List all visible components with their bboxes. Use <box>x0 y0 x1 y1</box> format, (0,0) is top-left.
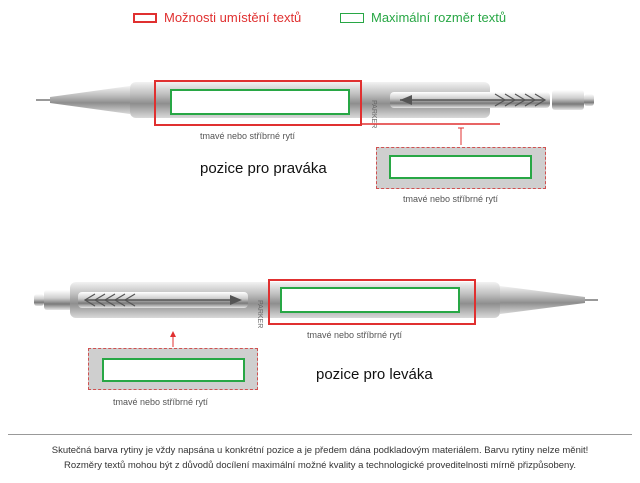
caption-right-detail: tmavé nebo stříbrné rytí <box>403 194 499 204</box>
pen-brand-engraving-left: PARKER <box>256 300 263 329</box>
footer-divider <box>8 434 632 435</box>
title-right-handed: pozice pro praváka <box>200 160 327 177</box>
legend-max-size-label: Maximální rozměr textů <box>371 10 507 25</box>
footnote-line-2: Rozměry textů mohou být z důvodů docílení maximální možné kvality a technologické proveditelnosti mírně přizpůsobeny. <box>63 460 577 471</box>
footnote-line-1: Skutečná barva rytiny je vždy napsána u konkrétní pozice a je předem dána podkladovým materiálem. Barvu rytiny nelze měnit! <box>51 445 589 456</box>
caption-left-detail: tmavé nebo stříbrné rytí <box>113 397 209 407</box>
detail-box-left <box>88 348 258 390</box>
legend-placement-label: Možnosti umístění textů <box>164 10 302 25</box>
title-left-handed: pozice pro leváka <box>316 366 433 383</box>
pen-brand-engraving: PARKER <box>370 100 377 129</box>
detail-max-text-area-left <box>102 358 245 382</box>
caption-right-pen: tmavé nebo stříbrné rytí <box>200 131 296 141</box>
caption-left-pen: tmavé nebo stříbrné rytí <box>307 330 403 340</box>
